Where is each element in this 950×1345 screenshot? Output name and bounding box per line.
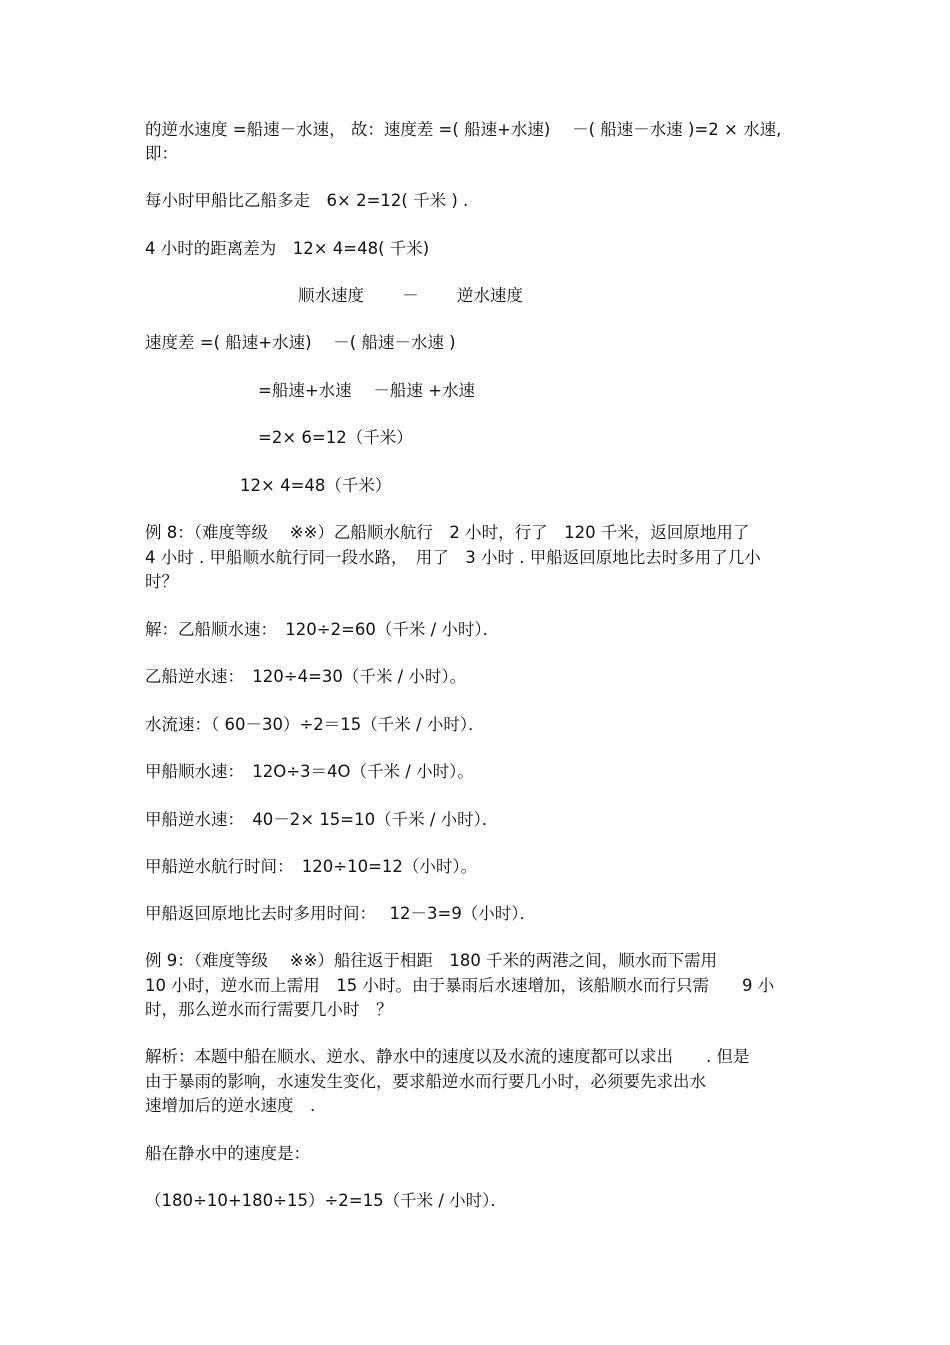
text-line-15: 水流速：（ 60－30）÷2＝15（千米 / 小时）． [145, 715, 485, 734]
text-line-12: 时？ [145, 572, 178, 591]
text-line-24: 由于暴雨的影响，水速发生变化，要求船逆水而行要几小时，必须要先求出水 [145, 1072, 706, 1091]
text-line-9: 12× 4=48（千米） [240, 476, 392, 495]
text-line-14: 乙船逆水速： 120÷4=30（千米 / 小时）。 [145, 667, 467, 686]
text-line-19: 甲船返回原地比去时多用时间： 12－3=9（小时）． [145, 904, 537, 923]
text-line-13: 解：乙船顺水速： 120÷2=60（千米 / 小时）． [145, 620, 500, 639]
text-line-16: 甲船顺水速： 12O÷3＝4O（千米 / 小时）。 [145, 762, 474, 781]
text-line-4: 4 小时的距离差为 12× 4=48( 千米) [145, 239, 430, 258]
text-line-20: 例 9：（难度等级 ※※）船往返于相距 180 千米的两港之间，顺水而下需用 [145, 951, 718, 970]
text-line-17: 甲船逆水速： 40－2× 15=10（千米 / 小时）． [145, 810, 499, 829]
text-line-1: 的逆水速度 =船速－水速， 故：速度差 =( 船速+水速) －( 船速－水速 )=2 × 水速, [145, 120, 782, 139]
text-line-21: 10 小时，逆水而上需用 15 小时。由于暴雨后水速增加，该船顺水而行只需 9 小 [145, 976, 775, 995]
text-line-27: （180÷10+180÷15）÷2=15（千米 / 小时）． [145, 1191, 507, 1210]
text-line-11: 4 小时 . 甲船顺水航行同一段水路， 用了 3 小时 . 甲船返回原地比去时多用了几小 [145, 548, 761, 567]
text-line-5: 顺水速度 － 逆水速度 [298, 286, 523, 305]
text-line-3: 每小时甲船比乙船多走 6× 2=12( 千米 ) . [145, 191, 469, 210]
text-line-7: =船速+水速 －船速 +水速 [258, 381, 475, 400]
text-line-18: 甲船逆水航行时间： 120÷10=12（小时）。 [145, 857, 478, 876]
text-line-10: 例 8：（难度等级 ※※）乙船顺水航行 2 小时，行了 120 千米，返回原地用了 [145, 523, 750, 542]
text-line-8: =2× 6=12（千米） [258, 428, 413, 447]
text-line-26: 船在静水中的速度是： [145, 1144, 310, 1163]
text-line-25: 速增加后的逆水速度 . [145, 1096, 316, 1115]
text-line-23: 解析：本题中船在顺水、逆水、静水中的速度以及水流的速度都可以求出 . 但是 [145, 1047, 750, 1066]
text-line-6: 速度差 =( 船速+水速) －( 船速－水速 ) [145, 333, 456, 352]
text-line-22: 时，那么逆水而行需要几小时 ？ [145, 1000, 393, 1019]
text-line-2: 即： [145, 144, 178, 163]
